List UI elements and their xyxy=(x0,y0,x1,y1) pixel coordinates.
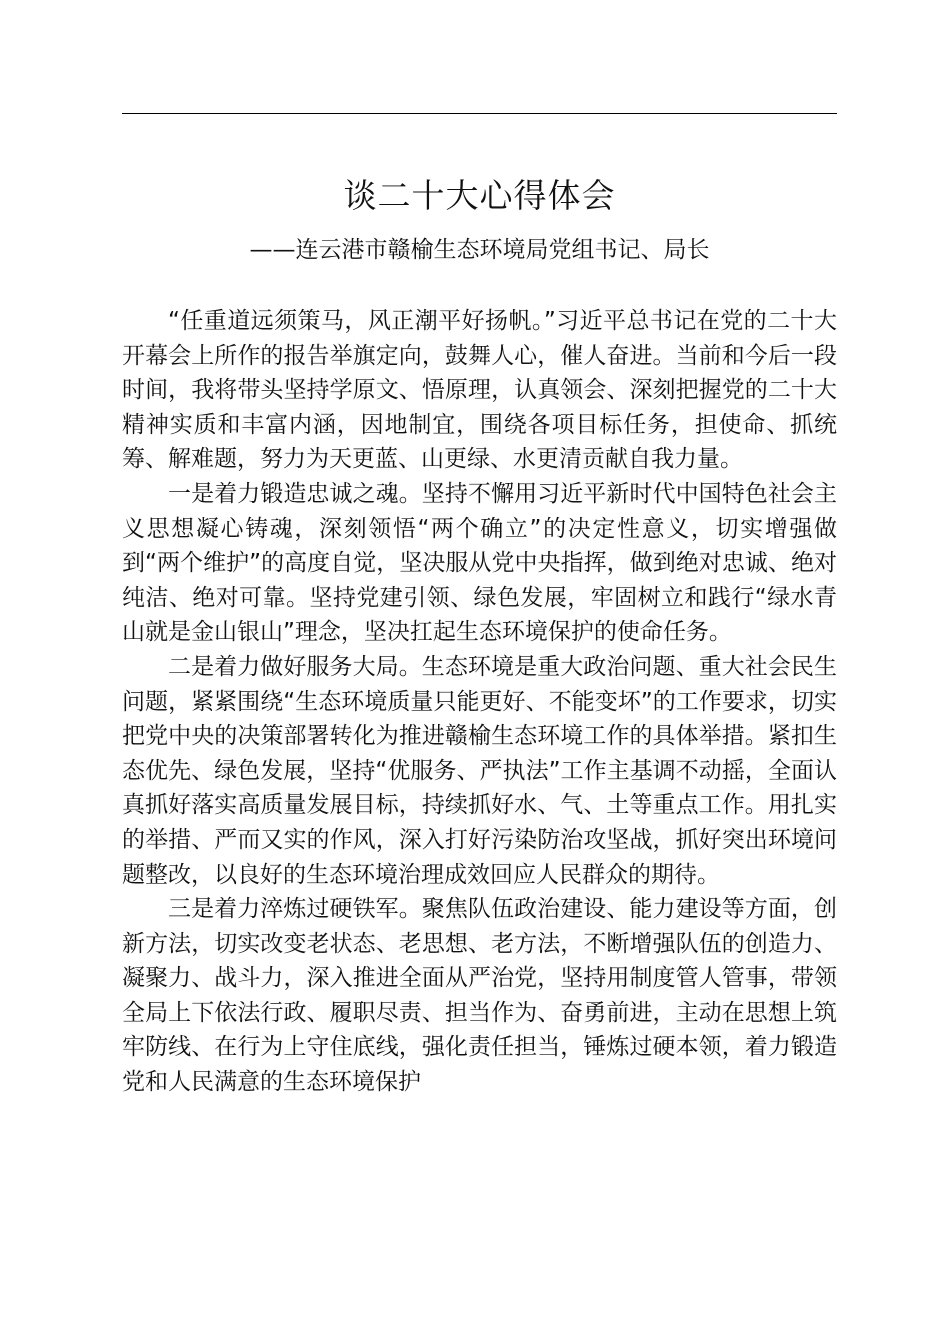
document-title: 谈二十大心得体会 xyxy=(343,176,616,215)
paragraph-loyalty: 一是着力锻造忠诚之魂。坚持不懈用习近平新时代中国特色社会主义思想凝心铸魂，深刻领悟“两个确立”的决定性意义，切实增强做到“两个维护”的高度自觉，坚决服从党中央指挥，做到绝对忠诚、绝对纯洁、绝对可靠。坚持党建引领、绿色发展，牢固树立和践行“绿水青山就是金山银山”理念，坚决扛起生态环境保护的使命任务。 xyxy=(122,480,837,646)
paragraph-service: 二是着力做好服务大局。生态环境是重大政治问题、重大社会民生问题，紧紧围绕“生态环境质量只能更好、不能变坏”的工作要求，切实把党中央的决策部署转化为推进赣榆生态环境工作的具体举措。紧扣生态优先、绿色发展，坚持“优服务、严执法”工作主基调不动摇，全面认真抓好落实高质量发展目标，持续抓好水、气、土等重点工作。用扎实的举措、严而又实的作风，深入打好污染防治攻坚战，抓好突出环境问题整改，以良好的生态环境治理成效回应人民群众的期待。 xyxy=(122,653,837,888)
paragraph-intro: “任重道远须策马，风正潮平好扬帆。”习近平总书记在党的二十大开幕会上所作的报告举旗定向，鼓舞人心，催人奋进。当前和今后一段时间，我将带头坚持学原文、悟原理，认真领会、深刻把握党的二十大精神实质和丰富内涵，因地制宜，围绕各项目标任务，担使命、抓统筹、解难题，努力为天更蓝、山更绿、水更清贡献自我力量。 xyxy=(122,308,837,473)
document-body xyxy=(122,304,837,1100)
header-rule xyxy=(122,113,837,114)
paragraph-team: 三是着力淬炼过硬铁军。聚焦队伍政治建设、能力建设等方面，创新方法，切实改变老状态、老思想、老方法，不断增强队伍的创造力、凝聚力、战斗力，深入推进全面从严治党，坚持用制度管人管事，带领全局上下依法行政、履职尽责、担当作为、奋勇前进，主动在思想上筑牢防线、在行为上守住底线，强化责任担当，锤炼过硬本领，着力锻造党和人民满意的生态环境保护 xyxy=(122,896,837,1096)
document-subtitle: ——连云港市赣榆生态环境局党组书记、局长 xyxy=(249,237,710,263)
